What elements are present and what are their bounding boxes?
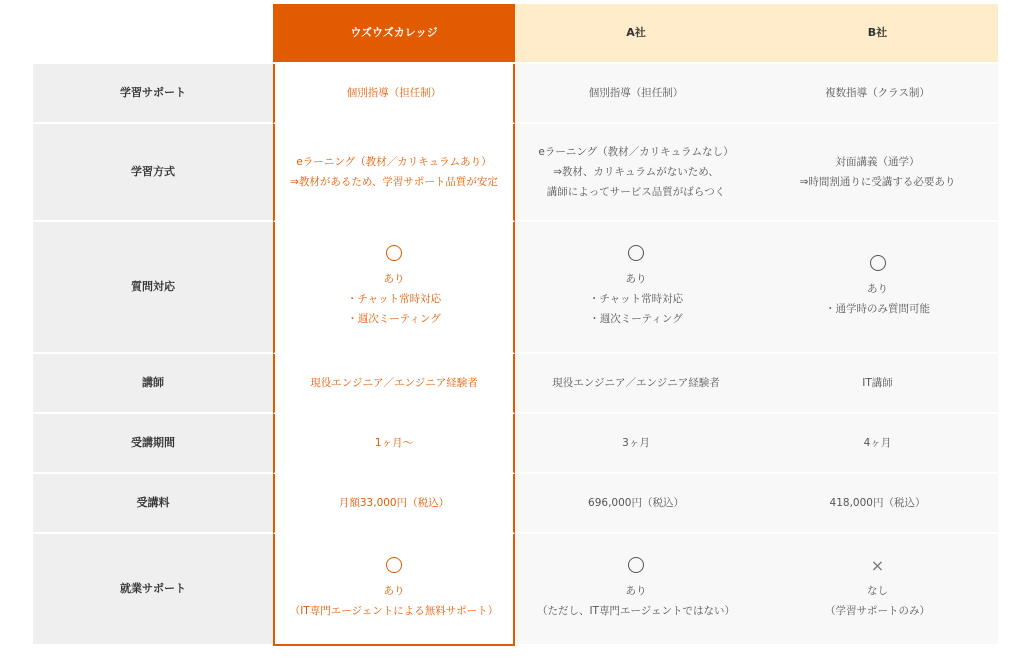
- cell-company-b: [757, 534, 998, 646]
- cell-text: ⇒教材があるため、学習サポート品質が安定: [290, 176, 498, 188]
- column-header-uzuuzu: ウズウズカレッジ: [273, 4, 515, 64]
- cell-company-a: [515, 354, 757, 414]
- cell-text: 個別指導（担任制）: [588, 87, 684, 99]
- cell-uzuuzu: [273, 124, 515, 222]
- cell-company-b: [757, 124, 998, 222]
- cell-text: あり: [625, 273, 647, 285]
- cell-text: eラーニング（教材／カリキュラムなし）: [538, 146, 734, 158]
- row-label: 学習方式: [33, 124, 273, 222]
- cell-text: 418,000円（税込）: [829, 497, 926, 509]
- comparison-table: [33, 4, 998, 646]
- row-label: 学習サポート: [33, 64, 273, 124]
- cell-text: ・通学時のみ質問可能: [825, 303, 930, 315]
- cell-text: あり: [383, 585, 405, 597]
- cell-company-a: [515, 474, 757, 534]
- cell-text: 3ヶ月: [622, 437, 650, 449]
- cell-text: ・週次ミーティング: [589, 313, 683, 325]
- circle-mark-icon: [386, 245, 402, 261]
- cell-text: 1ヶ月〜: [374, 437, 414, 449]
- circle-mark-icon: [870, 255, 886, 271]
- row-label: 受講料: [33, 474, 273, 534]
- cell-text: eラーニング（教材／カリキュラムあり）: [296, 156, 492, 168]
- cell-uzuuzu: [273, 64, 515, 124]
- cell-uzuuzu: [273, 354, 515, 414]
- cell-text: ・チャット常時対応: [346, 293, 442, 305]
- cell-text: あり: [625, 585, 647, 597]
- cell-text: （ただし、IT専門エージェントではない）: [536, 605, 736, 617]
- cell-company-b: [757, 414, 998, 474]
- cell-text: （学習サポートのみ）: [825, 605, 930, 617]
- cell-company-a: [515, 414, 757, 474]
- column-header-company-a: A社: [515, 4, 757, 64]
- circle-mark-icon: [386, 557, 402, 573]
- cell-text: （IT専門エージェントによる無料サポート）: [289, 605, 499, 617]
- cell-company-b: [757, 354, 998, 414]
- row-label: 就業サポート: [33, 534, 273, 646]
- circle-mark-icon: [628, 557, 644, 573]
- cell-text: 現役エンジニア／エンジニア経験者: [310, 377, 478, 389]
- cell-uzuuzu: [273, 474, 515, 534]
- cell-company-b: [757, 222, 998, 354]
- cell-text: 対面講義（通学）: [835, 156, 920, 168]
- cell-text: 4ヶ月: [863, 437, 892, 449]
- cell-text: 講師によってサービス品質がばらつく: [546, 186, 726, 198]
- cell-text: 月額33,000円（税込）: [338, 497, 450, 509]
- table-corner: [33, 4, 273, 64]
- cell-company-a: [515, 534, 757, 646]
- cell-text: 現役エンジニア／エンジニア経験者: [552, 377, 720, 389]
- cell-text: あり: [867, 283, 888, 295]
- cell-text: 複数指導（クラス制）: [825, 87, 930, 99]
- cell-text: あり: [383, 273, 405, 285]
- cell-company-b: [757, 474, 998, 534]
- column-header-company-b: B社: [757, 4, 998, 64]
- cell-company-a: [515, 64, 757, 124]
- cell-text: ⇒教材、カリキュラムがないため、: [553, 166, 719, 178]
- cell-text: ⇒時間割通りに受講する必要あり: [799, 176, 956, 188]
- row-label: 質問対応: [33, 222, 273, 354]
- cell-company-b: [757, 64, 998, 124]
- cell-company-a: [515, 124, 757, 222]
- cell-uzuuzu: [273, 534, 515, 646]
- cell-text: 696,000円（税込）: [588, 497, 684, 509]
- cell-text: なし: [867, 585, 888, 597]
- cross-mark-icon: ×: [870, 556, 885, 575]
- cell-company-a: [515, 222, 757, 354]
- row-label: 受講期間: [33, 414, 273, 474]
- cell-uzuuzu: [273, 222, 515, 354]
- cell-text: ・週次ミーティング: [347, 313, 441, 325]
- row-label: 講師: [33, 354, 273, 414]
- circle-mark-icon: [628, 245, 644, 261]
- cell-text: IT講師: [862, 377, 893, 389]
- cell-text: ・チャット常時対応: [588, 293, 684, 305]
- cell-uzuuzu: [273, 414, 515, 474]
- cell-text: 個別指導（担任制）: [346, 87, 442, 99]
